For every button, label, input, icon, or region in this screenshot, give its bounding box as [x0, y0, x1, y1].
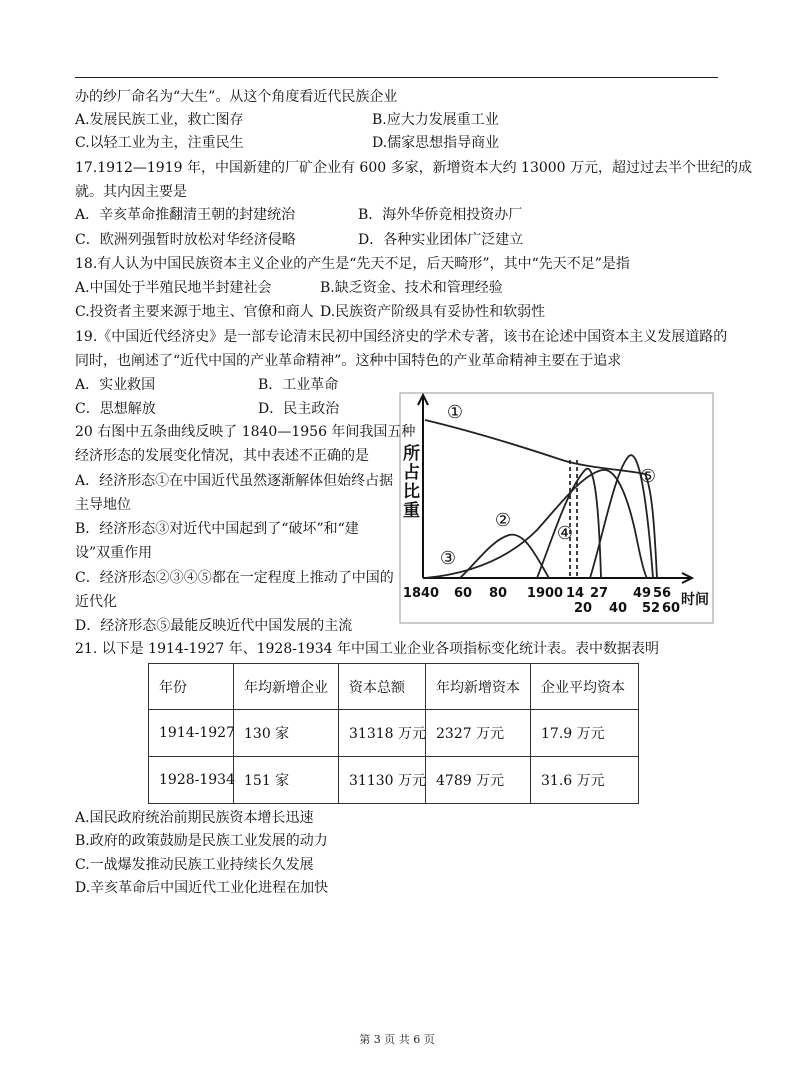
header-cell-average-capital: 企业平均资本 — [531, 664, 639, 710]
q16-option-c: C.以轻工业为主，注重民生 — [75, 135, 244, 151]
q21-option-c: C.一战爆发推动民族工业持续长久发展 — [75, 857, 314, 873]
x-tick-label: 56 — [652, 586, 672, 601]
table-cell: 130 家 — [234, 710, 339, 757]
curve-1 — [425, 420, 657, 578]
q17-option-a: A．辛亥革命推翻清王朝的封建统治 — [75, 207, 296, 223]
y-axis-label: 所占比重 — [399, 444, 419, 520]
q17-option-d: D．各种实业团体广泛建立 — [358, 232, 524, 248]
q19-option-c: C．思想解放 — [75, 401, 156, 417]
q21-option-a: A.国民政府统治前期民族资本增长迅速 — [75, 810, 314, 826]
table-cell: 2327 万元 — [426, 710, 531, 757]
q20-option-b-line-1: B．经济形态③对近代中国起到了“破坏”和“建 — [75, 521, 359, 537]
q21-option-d: D.辛亥革命后中国近代工业化进程在加快 — [75, 880, 329, 896]
q20-option-c-line-1: C．经济形态②③④⑤都在一定程度上推动了中国的 — [75, 570, 394, 586]
q19-option-b: B．工业革命 — [258, 377, 339, 393]
x-tick-label: 1840 — [402, 586, 440, 601]
q19-option-a: A．实业救国 — [75, 377, 156, 393]
x-tick-label: 14 — [565, 586, 585, 601]
q19-option-d: D．民主政治 — [258, 401, 340, 417]
q16-option-d: D.儒家思想指导商业 — [372, 135, 500, 151]
q20-economy-forms-figure — [397, 390, 719, 626]
x-tick-label: 20 — [573, 601, 593, 616]
table-row — [149, 757, 639, 804]
q17-option-c: C．欧洲列强暂时放松对华经济侵略 — [75, 232, 296, 248]
x-tick-label: 60 — [661, 601, 681, 616]
q16-option-b: B.应大力发展重工业 — [372, 112, 499, 128]
page-footer: 第 3 页 共 6 页 — [359, 1033, 435, 1046]
q19-stem-line-2: 同时，也阐述了“近代中国的产业革命精神”。这种中国特色的产业革命精神主要在于追求 — [75, 353, 622, 369]
x-tick-label: 1900 — [526, 586, 564, 601]
q19-stem-line-1: 19.《中国近代经济史》是一部专论清末民初中国经济史的学术专著，该书在论述中国资本主义发展道路的 — [75, 329, 728, 345]
x-tick-label: 52 — [641, 601, 661, 616]
q18-option-d: D.民族资产阶级具有妥协性和软弱性 — [320, 304, 546, 320]
header-cell-year: 年份 — [149, 664, 234, 710]
q21-statistics-table — [148, 663, 639, 804]
q20-stem-line-1: 20 右图中五条曲线反映了 1840—1956 年间我国五种 — [75, 424, 416, 440]
q17-option-b: B．海外华侨竞相投资办厂 — [358, 207, 523, 223]
curve-label-2: ② — [494, 510, 512, 531]
table-cell: 4789 万元 — [426, 757, 531, 804]
q20-option-c-line-2: 近代化 — [75, 594, 117, 610]
q20-option-a-line-1: A．经济形态①在中国近代虽然逐渐解体但始终占据 — [75, 473, 394, 489]
q20-figure-svg — [397, 390, 719, 626]
q20-stem-line-2: 经济形态的发展变化情况，其中表述不正确的是 — [75, 448, 369, 464]
table-cell: 31.6 万元 — [531, 757, 639, 804]
x-tick-label: 49 — [632, 586, 652, 601]
q16-stem-continuation: 办的纱厂命名为“大生”。从这个角度看近代民族企业 — [75, 89, 398, 105]
q17-stem-line-2: 就。其内因主要是 — [75, 184, 187, 200]
curve-label-5: ⑤ — [639, 466, 657, 487]
q18-option-c: C.投资者主要来源于地主、官僚和商人 — [75, 304, 314, 320]
q18-option-b: B.缺乏资金、技术和管理经验 — [320, 280, 503, 296]
q20-option-a-line-2: 主导地位 — [75, 497, 131, 513]
q20-option-d: D．经济形态⑤最能反映近代中国发展的主流 — [75, 618, 353, 634]
x-tick-label: 60 — [453, 586, 473, 601]
curve-label-1: ① — [446, 402, 464, 423]
q21-option-b: B.政府的政策鼓励是民族工业发展的动力 — [75, 833, 328, 849]
q21-stem: 21. 以下是 1914-1927 年、1928-1934 年中国工业企业各项指标变化统计表。表中数据表明 — [75, 641, 660, 657]
q18-stem: 18.有人认为中国民族资本主义企业的产生是“先天不足，后天畸形”，其中“先天不足”是指 — [75, 256, 630, 272]
header-cell-new-enterprises: 年均新增企业 — [234, 664, 339, 710]
q18-option-a: A.中国处于半殖民地半封建社会 — [75, 280, 272, 296]
q17-stem-line-1: 17.1912—1919 年，中国新建的厂矿企业有 600 多家，新增资本大约 13000 万元，超过过去半个世纪的成 — [75, 160, 753, 176]
table-cell: 151 家 — [234, 757, 339, 804]
x-tick-label: 40 — [608, 601, 628, 616]
header-cell-new-capital: 年均新增资本 — [426, 664, 531, 710]
q16-option-a: A.发展民族工业，救亡图存 — [75, 112, 244, 128]
x-tick-label: 80 — [488, 586, 508, 601]
table-header-row — [149, 664, 639, 710]
table-cell: 31318 万元 — [339, 710, 426, 757]
table-row — [149, 710, 639, 757]
x-axis-label: 时间 — [681, 592, 709, 608]
curve-label-4: ④ — [556, 523, 574, 544]
table-cell: 31130 万元 — [339, 757, 426, 804]
curve-2 — [460, 535, 549, 578]
header-cell-total-capital: 资本总额 — [339, 664, 426, 710]
table-cell: 1928-1934 — [149, 757, 234, 804]
table-cell: 1914-1927 — [149, 710, 234, 757]
q20-option-b-line-2: 设”双重作用 — [75, 545, 153, 561]
table-cell: 17.9 万元 — [531, 710, 639, 757]
header-rule — [75, 77, 718, 78]
curve-label-3: ③ — [439, 548, 457, 569]
curve-3 — [425, 470, 647, 578]
x-tick-label: 27 — [589, 586, 609, 601]
